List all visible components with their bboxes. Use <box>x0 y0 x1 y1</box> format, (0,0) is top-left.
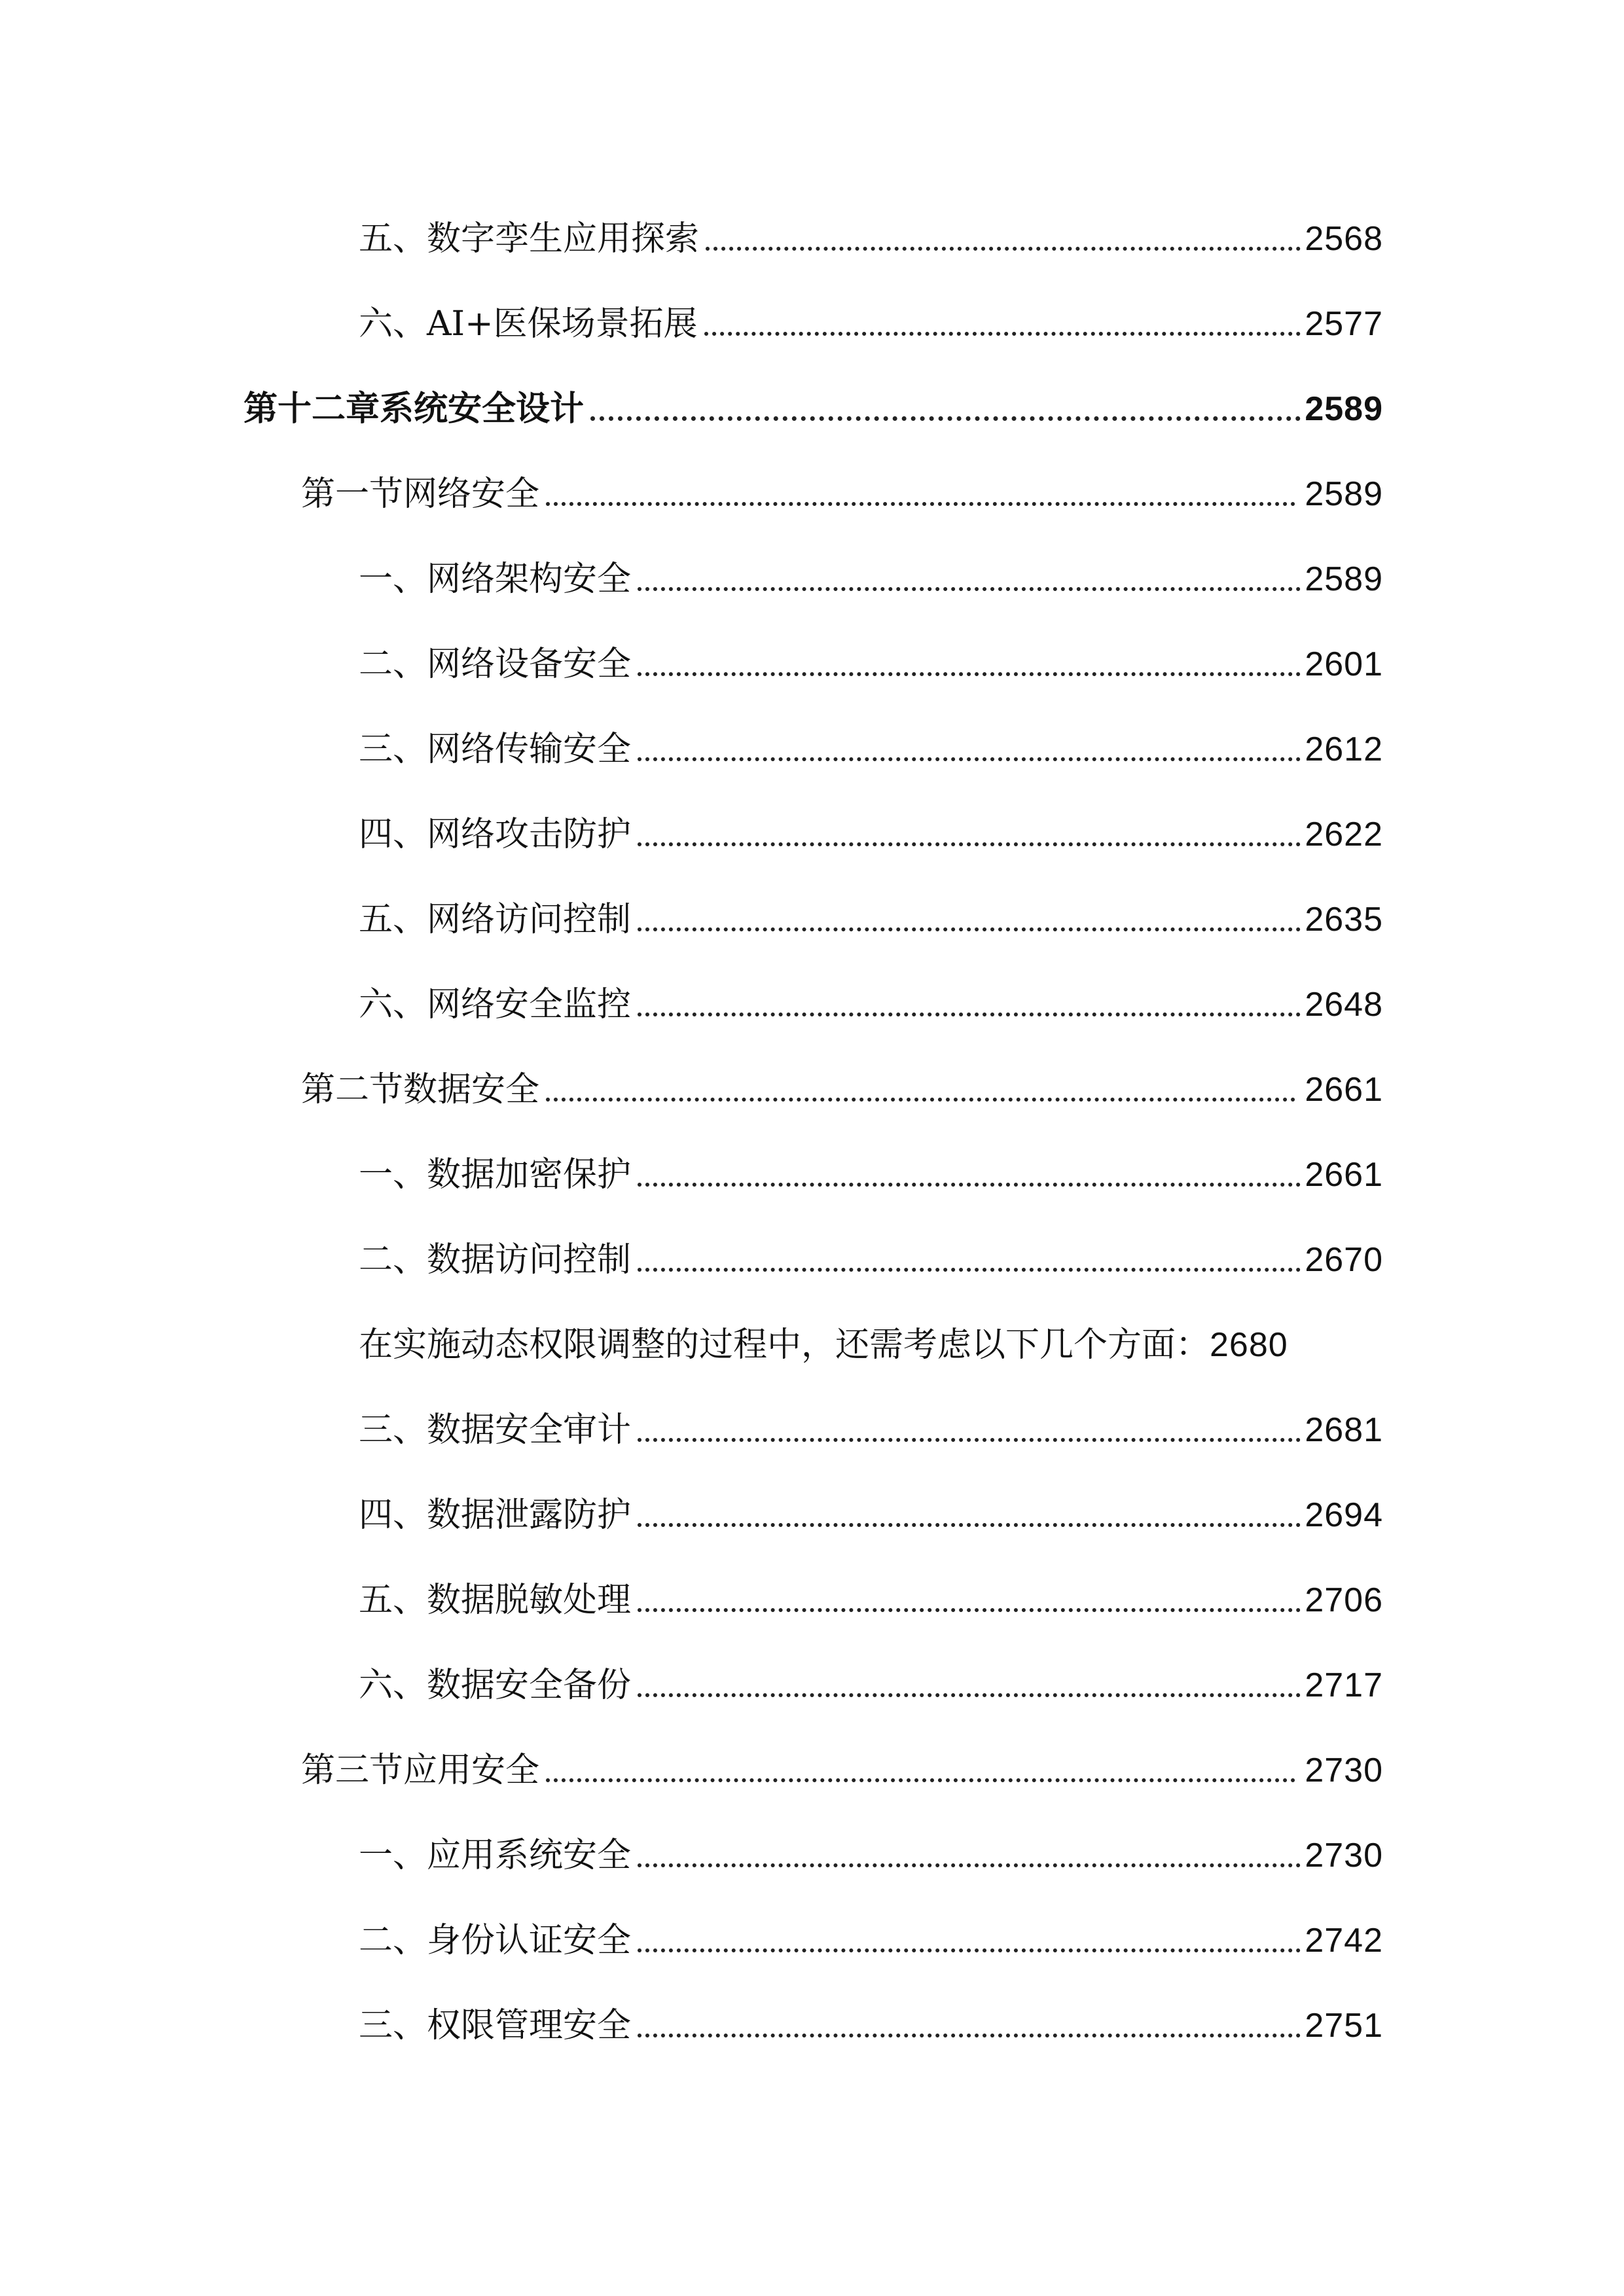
dot-leader <box>638 2000 1301 2052</box>
toc-entry-page: 2730 <box>1305 1837 1383 1874</box>
toc-entry-label: 第二节数据安全 <box>301 1070 540 1109</box>
dot-leader <box>638 638 1301 691</box>
toc-entry-page: 2589 <box>1305 560 1383 598</box>
toc-entry-label: 四、网络攻击防护 <box>359 815 632 854</box>
toc-entry-label: 三、网络传输安全 <box>359 730 632 769</box>
toc-entry[interactable] <box>359 213 1383 265</box>
toc-entry-page: 2661 <box>1305 1071 1383 1109</box>
toc-entry-page: 2680 <box>1210 1326 1288 1364</box>
toc-entry[interactable] <box>359 1489 1383 1541</box>
toc-entry[interactable] <box>359 2000 1383 2052</box>
toc-entry-label: 三、权限管理安全 <box>359 2006 632 2045</box>
dot-leader <box>546 468 1295 520</box>
toc-entry-page: 2751 <box>1305 2007 1383 2045</box>
toc-entry-label: 一、数据加密保护 <box>359 1155 632 1194</box>
toc-chapter-entry[interactable] <box>244 383 1383 435</box>
toc-entry-page: 2622 <box>1305 816 1383 853</box>
toc-entry-page: 2670 <box>1305 1241 1383 1279</box>
toc-entry-page: 2706 <box>1305 1581 1383 1619</box>
toc-entry-label: 二、身份认证安全 <box>359 1921 632 1960</box>
toc-entry-label: 六、AI+医保场景拓展 <box>359 304 698 344</box>
toc-entry-label: 二、数据访问控制 <box>359 1240 632 1280</box>
dot-leader <box>638 1234 1301 1286</box>
toc-entry-label: 六、网络安全监控 <box>359 985 632 1024</box>
toc-entry[interactable] <box>359 298 1383 350</box>
dot-leader <box>638 893 1301 946</box>
toc-entry-page: 2635 <box>1305 901 1383 939</box>
dot-leader <box>638 808 1301 861</box>
toc-entry-page: 2589 <box>1305 390 1383 428</box>
dot-leader <box>638 723 1301 776</box>
toc-entry-label: 四、数据泄露防护 <box>359 1496 632 1535</box>
dot-leader <box>706 213 1301 265</box>
toc-entry[interactable] <box>359 978 1383 1031</box>
dot-leader <box>638 1149 1301 1201</box>
dot-leader <box>638 1914 1301 1967</box>
toc-entry-page: 2612 <box>1305 730 1383 768</box>
toc-entry-label: 第三节应用安全 <box>301 1751 540 1790</box>
dot-leader <box>638 1404 1301 1456</box>
dot-leader <box>638 1659 1301 1712</box>
dot-leader <box>546 1744 1295 1797</box>
dot-leader <box>638 553 1301 605</box>
toc-entry[interactable] <box>359 808 1383 861</box>
dot-leader <box>590 383 1301 435</box>
toc-entry-page: 2568 <box>1305 220 1383 258</box>
toc-entry-page: 2601 <box>1305 645 1383 683</box>
toc-entry-label: 六、数据安全备份 <box>359 1666 632 1705</box>
toc-entry-label: 五、数字孪生应用探索 <box>359 219 700 259</box>
toc-entry-label: 第十二章系统安全设计 <box>244 389 585 429</box>
toc-entry[interactable] <box>359 1234 1383 1286</box>
dot-leader <box>638 1574 1301 1626</box>
toc-entry[interactable] <box>359 723 1383 776</box>
toc-entry-label: 一、网络架构安全 <box>359 560 632 599</box>
toc-entry-page: 2577 <box>1305 305 1383 343</box>
toc-entry-page: 2661 <box>1305 1156 1383 1194</box>
toc-entry-page: 2730 <box>1305 1751 1383 1789</box>
toc-entry-page: 2681 <box>1305 1411 1383 1449</box>
toc-entry-page: 2742 <box>1305 1922 1383 1960</box>
toc-entry-label: 一、应用系统安全 <box>359 1836 632 1875</box>
toc-section-entry[interactable] <box>301 468 1383 520</box>
toc-entry-label: 在实施动态权限调整的过程中，还需考虑以下几个方面： <box>359 1325 1210 1365</box>
toc-entry[interactable] <box>359 1914 1383 1967</box>
toc-entry-label: 第一节网络安全 <box>301 475 540 514</box>
dot-leader <box>638 1829 1301 1882</box>
toc-note-entry[interactable] <box>359 1319 1399 1371</box>
toc-entry-label: 五、数据脱敏处理 <box>359 1581 632 1620</box>
dot-leader <box>546 1064 1295 1116</box>
toc-entry[interactable] <box>359 1149 1383 1201</box>
toc-entry[interactable] <box>359 893 1383 946</box>
toc-entry-page: 2589 <box>1305 475 1383 513</box>
toc-entry-page: 2717 <box>1305 1666 1383 1704</box>
toc-entry[interactable] <box>359 1829 1383 1882</box>
toc-entry-label: 二、网络设备安全 <box>359 645 632 684</box>
toc-entry-page: 2694 <box>1305 1496 1383 1534</box>
toc-entry[interactable] <box>359 1404 1383 1456</box>
toc-section-entry[interactable] <box>301 1744 1383 1797</box>
toc-entry-label: 三、数据安全审计 <box>359 1410 632 1450</box>
toc-entry-page: 2648 <box>1305 986 1383 1024</box>
dot-leader <box>638 978 1301 1031</box>
toc-entry-label: 五、网络访问控制 <box>359 900 632 939</box>
toc-section-entry[interactable] <box>301 1064 1383 1116</box>
dot-leader <box>704 298 1301 350</box>
toc-entry[interactable] <box>359 1574 1383 1626</box>
toc-entry[interactable] <box>359 1659 1383 1712</box>
toc-entry[interactable] <box>359 638 1383 691</box>
toc-entry[interactable] <box>359 553 1383 605</box>
dot-leader <box>638 1489 1301 1541</box>
